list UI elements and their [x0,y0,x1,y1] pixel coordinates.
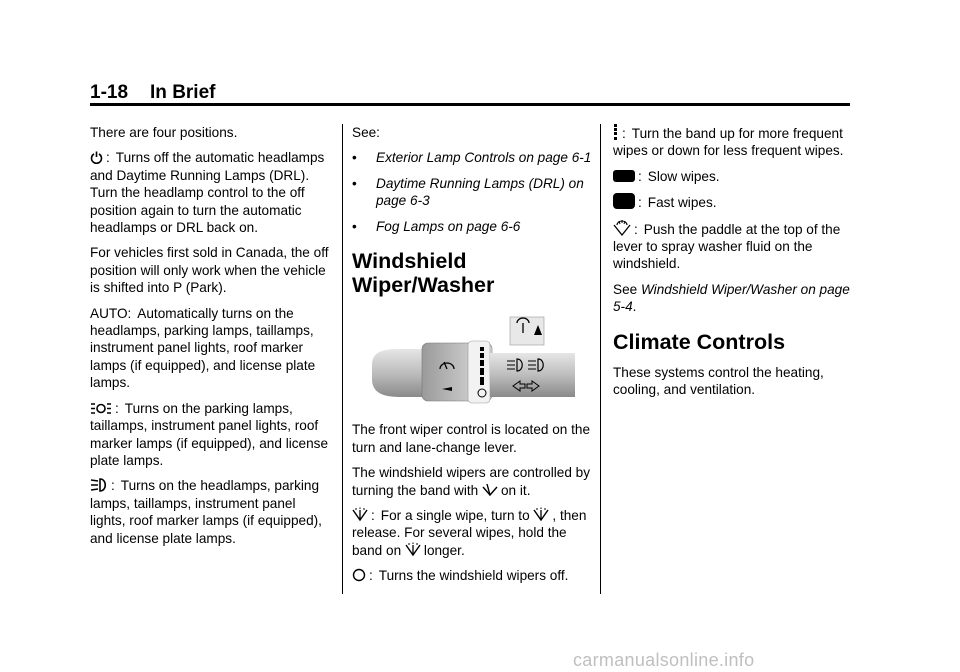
climate-text: These systems control the heating, cooling, and ventilation. [613,364,824,398]
single-wipe-paragraph: : For a single wipe, turn to , then release. For several wipes, hold the band on longer. [352,508,587,558]
page-number: 1-18 [90,82,129,103]
column-divider [342,124,343,594]
washer-icon [613,220,631,236]
see-label: See: [352,125,380,140]
wiper-band-paragraph: The windshield wipers are controlled by turning the band with on it. [352,465,591,498]
headlamps-paragraph: : Turns on the headlamps, parking lamps, taillamps, instrument panel lights, roof marker lamps (if equipped), and license plate lamps. [90,478,322,546]
link-exterior-lamp[interactable]: • Exterior Lamp Controls on page 6-1 [352,150,592,166]
intro-text: There are four positions. [90,125,238,140]
mist-wiper-icon [352,507,368,522]
delay-bars-icon [613,124,619,140]
slow-wipe-icon [613,169,635,183]
wiper-location-text: The front wiper control is located on the turn and lane-change lever. [352,422,591,455]
link-fog-lamps[interactable]: • Fog Lamps on page 6-6 [352,218,521,234]
column-divider [600,124,601,594]
climate-heading: Climate Controls [613,329,786,354]
off-position-paragraph: : Turns off the automatic headlamps and Daytime Running Lamps (DRL). Turn the headlamp control to the off position again to turn the automatic headlamps or DRL back on. [90,150,325,236]
headlamp-icon [90,478,108,492]
link-drl[interactable]: • Daytime Running Lamps (DRL) on page 6-3 [352,175,584,209]
section-title: In Brief [150,82,216,103]
power-off-icon [90,151,103,164]
off-position-text: Turns off the automatic headlamps and Daytime Running Lamps (DRL). Turn the headlamp control to the off position again to turn the automatic headlamps or DRL back on. [90,150,325,236]
auto-paragraph [90,305,330,392]
headlamps-text: Turns on the headlamps, parking lamps, taillamps, instrument panel lights, roof marker lamps (if equipped), and license plate lamps. [90,478,322,546]
page-header [90,82,215,104]
fast-paragraph: : Fast wipes. [613,193,853,211]
mist-wiper-icon [405,542,421,557]
canada-text: For vehicles first sold in Canada, the off position will only work when the vehicle is shifted into P (Park). [90,245,329,296]
parking-lamps-text: Turns on the parking lamps, taillamps, instrument panel lights, roof marker lamps (if equipped), and license plate lamps. [90,400,329,468]
off-circle-icon [352,568,366,582]
mist-wiper-icon [533,507,549,522]
auto-label: AUTO: [90,305,132,321]
wiper-lever-illustration [360,313,580,405]
fast-wipe-icon [613,193,635,209]
parking-lamps-icon [90,402,112,415]
link-wiper-washer[interactable]: Windshield Wiper/Washer on page 5-4 [613,281,850,315]
watermark: carmanualsonline.info [573,650,755,670]
delay-paragraph: : Turn the band up for more frequent wipes or down for less frequent wipes. [613,126,844,159]
wiper-heading: Windshield Wiper/Washer [352,249,495,298]
slow-paragraph: : Slow wipes. [613,168,853,185]
auto-text: Automatically turns on the headlamps, parking lamps, taillamps, instrument panel lights, roof marker lamps (if equipped), and license plate lamps. [90,305,316,391]
wiper-icon [482,483,498,497]
wiper-off-paragraph: : Turns the windshield wipers off. [352,567,592,584]
washer-paragraph: : Push the paddle at the top of the lever to spray washer fluid on the windshield. [613,221,841,272]
column-3 [613,124,853,406]
wiper-reference-paragraph: See Windshield Wiper/Washer on page 5-4. [613,281,850,315]
column-2 [352,124,592,593]
column-1 [90,124,330,555]
parking-lamps-paragraph: : Turns on the parking lamps, taillamps, instrument panel lights, roof marker lamps (if equipped), and license plate lamps. [90,400,329,468]
header-rule [90,103,850,106]
